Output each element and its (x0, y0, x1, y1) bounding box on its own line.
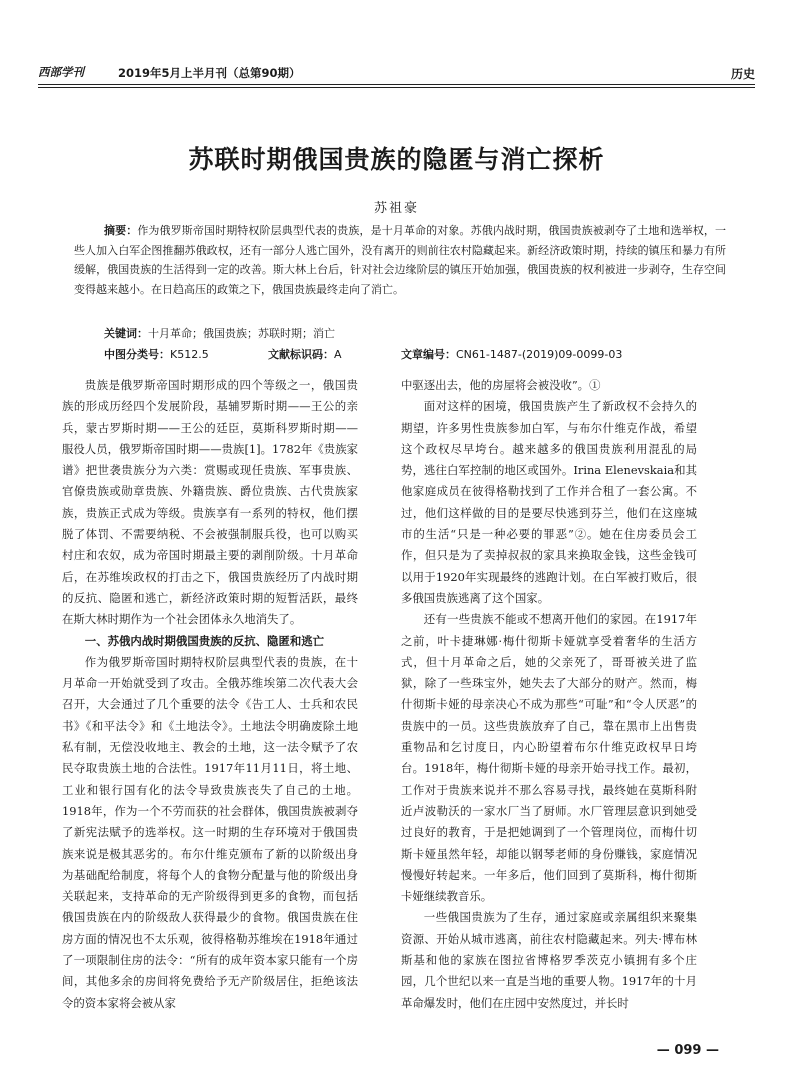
running-header (38, 62, 755, 84)
doc-code-value: A (334, 348, 342, 361)
page-number: — 099 — (656, 1043, 719, 1058)
body-paragraph: 面对这样的困境，俄国贵族产生了新政权不会持久的期望，许多男性贵族参加白军，与布尔什维克作战，希望这个政权尽早垮台。越来越多的俄国贵族利用混乱的局势，逃往白军控制的地区或国外。Irina Elenevskaia和其他家庭成员在彼得格勒找到了工作并合租了一套公寓。不过，他们这样做的目的是要尽快逃到芬兰，他们在这座城市的生活“只是一种必要的罪恶”②。她在住房委员会工作，但只是为了卖掉叔叔的家具来换取金钱，这些金钱可以用于1920年实现最终的逃跑计划。在白军被打败后，很多俄国贵族逃离了这个国家。 (401, 399, 697, 605)
doc-code (268, 346, 342, 362)
header-rule-thin (38, 87, 755, 88)
body-paragraph: 一些俄国贵族为了生存，通过家庭或亲属组织来聚集资源、开始从城市逃离，前往农村隐藏起来。列夫·博布林斯基和他的家族在图拉省博格罗季茨克小镇拥有多个庄园，几个世纪以来一直是当地的重要人物。1917年的十月革命爆发时，他们在庄园中安然度过，并长时 (401, 910, 697, 1010)
body-paragraph: 中驱逐出去，他的房屋将会被没收”。① (401, 378, 601, 392)
header-rule-thick (38, 84, 755, 85)
body-paragraph: 贵族是俄罗斯帝国时期形成的四个等级之一，俄国贵族的形成历经四个发展阶段，基辅罗斯时期——王公的亲兵，蒙古罗斯时期——王公的廷臣，莫斯科罗斯时期——服役人员，俄罗斯帝国时期——贵族[1]。1782年《贵族家谱》把世袭贵族分为六类：赏赐或现任贵族、军事贵族、官僚贵族或勋章贵族、外籍贵族、爵位贵族、古代贵族家族，贵族正式成为等级。贵族享有一系列的特权，他们摆脱了体罚、不需要纳税、不会被强制服兵役，也可以购买村庄和农奴，成为帝国时期最主要的剥削阶级。十月革命后，在苏维埃政权的打击之下，俄国贵族经历了内战时期的反抗、隐匿和逃亡，新经济政策时期的短暂活跃，最终在斯大林时期作为一个社会团体永久地消失了。 (62, 378, 358, 627)
issue-info: 2019年5月上半月刊（总第90期） (118, 66, 301, 80)
body-column-right (401, 375, 697, 1014)
clc-label: 中图分类号： (104, 348, 170, 361)
body-column-left (62, 375, 358, 1014)
article-number-value: CN61-1487-(2019)09-0099-03 (456, 348, 623, 361)
keywords-text: 十月革命；俄国贵族；苏联时期；消亡 (148, 327, 335, 340)
article-number-label: 文章编号： (401, 348, 456, 361)
clc-value: K512.5 (170, 348, 209, 361)
article-number (401, 346, 622, 362)
abstract-label: 摘要： (104, 224, 138, 237)
body-paragraph: 还有一些贵族不能或不想离开他们的家园。在1917年之前，叶卡捷琳娜·梅什彻斯卡娅就享受着奢华的生活方式，但十月革命之后，她的父亲死了，哥哥被关进了监狱，除了一些珠宝外，她失去了大部分的财产。然而，梅什彻斯卡娅的母亲决心不成为那些“可耻”和“令人厌恶”的贵族中的一员。这些贵族放弃了自己，靠在黑市上出售贵重物品和乞讨度日，内心盼望着布尔什维克政权早日垮台。1918年，梅什彻斯卡娅的母亲开始寻找工作。最初，工作对于贵族来说并不那么容易寻找，最终她在莫斯科附近卢波勒沃的一家水厂当了厨师。水厂管理层意识到她受过良好的教育，于是把她调到了一个管理岗位，而梅什切斯卡娅虽然年轻，却能以钢琴老师的身份赚钱，家庭情况慢慢好转起来。一年多后，他们回到了莫斯科，梅什彻斯卡娅继续教音乐。 (401, 612, 697, 904)
article-title: 苏联时期俄国贵族的隐匿与消亡探析 (188, 145, 605, 174)
author-name: 苏祖豪 (373, 201, 419, 216)
doc-code-label: 文献标识码： (268, 348, 334, 361)
abstract-text: 作为俄罗斯帝国时期特权阶层典型代表的贵族，是十月革命的对象。苏俄内战时期，俄国贵族被剥夺了土地和选举权，一些人加入白军企图推翻苏俄政权，还有一部分人逃亡国外，没有离开的则前往农村隐藏起来。新经济政策时期，持续的镇压和暴力有所缓解，俄国贵族的生活得到一定的改善。斯大林上台后，针对社会边缘阶层的镇压开始加强，俄国贵族的权利被进一步剥夺，生存空间变得越来越小。在日趋高压的政策之下，俄国贵族最终走向了消亡。 (74, 224, 726, 296)
body-paragraph: 作为俄罗斯帝国时期特权阶层典型代表的贵族，在十月革命一开始就受到了攻击。全俄苏维埃第二次代表大会召开，大会通过了几个重要的法令《告工人、士兵和农民书》《和平法令》和《土地法令》。土地法令明确废除土地私有制，无偿没收地主、教会的土地，这一法令赋予了农民夺取贵族土地的合法性。1917年11月11日，将土地、工业和银行国有化的法令导致贵族丧失了自己的土地。1918年，作为一个不劳而获的社会群体，俄国贵族被剥夺了新宪法赋予的选举权。这一时期的生存环境对于俄国贵族来说是极其恶劣的。布尔什维克颁布了新的以阶级出身为基础配给制度，将每个人的食物分配量与他的阶级出身关联起来，支持革命的无产阶级得到更多的食物，而包括俄国贵族在内的阶级敌人获得最少的食物。俄国贵族在住房方面的情况也不太乐观，彼得格勒苏维埃在1918年通过了一项限制住房的法令：“所有的成年资本家只能有一个房间，其他多余的房间将免费给予无产阶级居住，拒绝该法令的资本家将会被从家 (62, 654, 358, 1010)
keywords (104, 325, 335, 341)
journal-name: 西部学刊 (38, 65, 84, 79)
keywords-label: 关键词： (104, 327, 148, 340)
abstract (74, 221, 726, 299)
section-label: 历史 (730, 67, 755, 81)
section-heading: 一、苏俄内战时期俄国贵族的反抗、隐匿和逃亡 (84, 633, 325, 648)
clc-code (104, 346, 209, 362)
